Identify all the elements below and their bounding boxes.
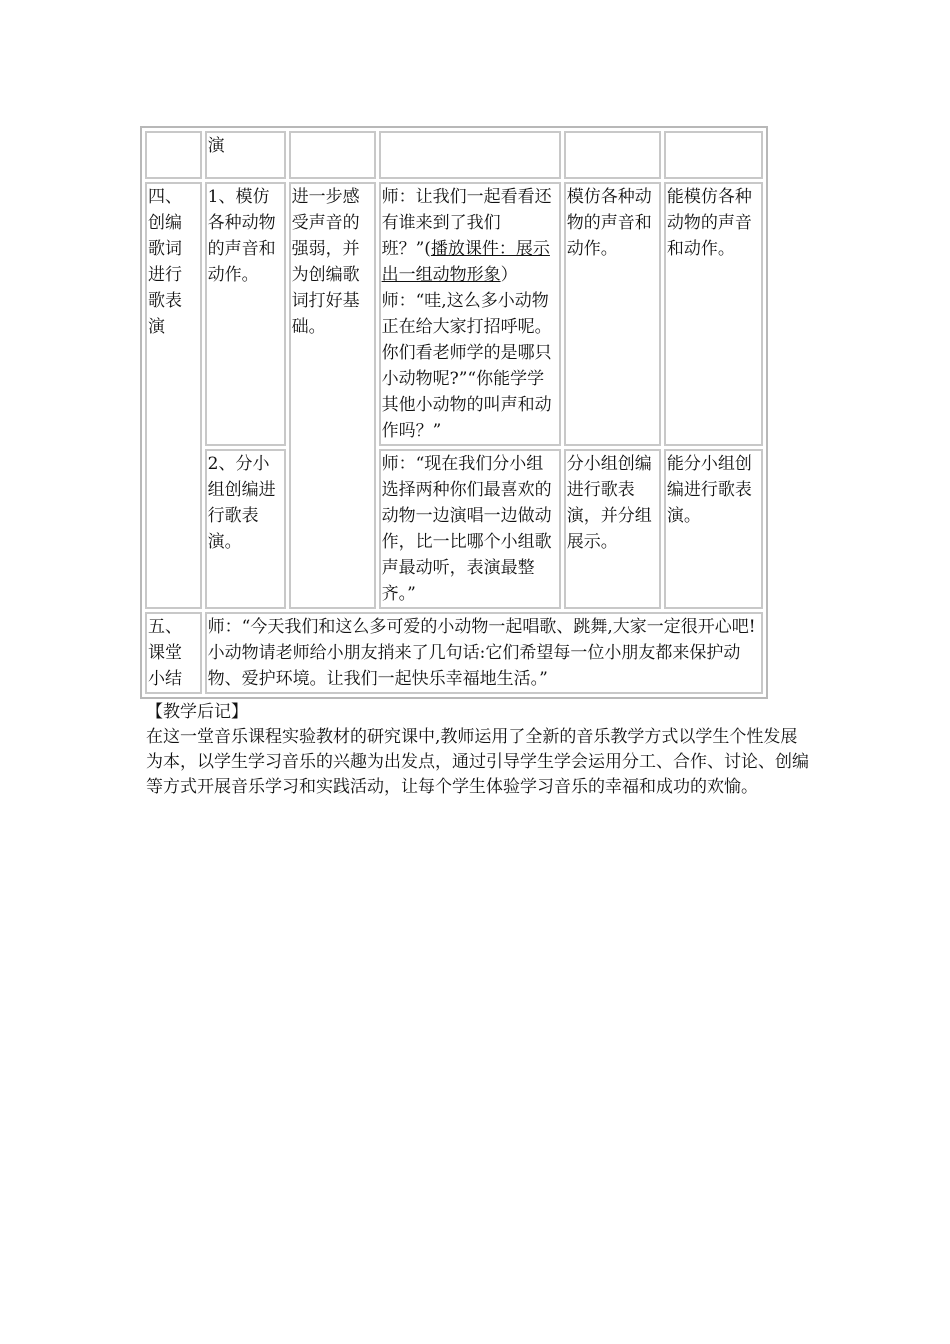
cell-teacher xyxy=(379,182,561,446)
teacher-text: 师：让我们一起看看还有谁来到了我们班？”( xyxy=(381,187,552,259)
cell-student: 模仿各种动物的声音和动作。 xyxy=(564,182,661,446)
table-row xyxy=(145,612,763,694)
cell-outcome xyxy=(664,131,763,179)
courseware-note: 播放课件：展示出一组动物形象 xyxy=(381,239,550,285)
table-row xyxy=(145,182,763,446)
cell-outcome: 能分小组创编进行歌表演。 xyxy=(664,449,763,609)
cell-summary: 师：“今天我们和这么多可爱的小动物一起唱歌、跳舞,大家一定很开心吧!小动物请老师给小朋友捎来了几句话:它们希望每一位小朋友都来保护动物、爱护环境。让我们一起快乐幸福地生活。” xyxy=(205,612,763,694)
table-row xyxy=(145,131,763,179)
afterword-heading: 【教学后记】 xyxy=(146,702,248,722)
cell-stage: 四、创编歌词进行歌表演 xyxy=(145,182,202,609)
teacher-text: ）师：“哇,这么多小动物正在给大家打招呼呢。你们看老师学的是哪只小动物呢?”“你能学学其他小动物的叫声和动作吗？” xyxy=(381,265,552,441)
cell-stage xyxy=(145,131,202,179)
cell-activity: 1、模仿各种动物的声音和动作。 xyxy=(205,182,286,446)
cell-stage: 五、课堂小结 xyxy=(145,612,202,694)
cell-student: 分小组创编进行歌表演，并分组展示。 xyxy=(564,449,661,609)
cell-outcome: 能模仿各种动物的声音和动作。 xyxy=(664,182,763,446)
cell-goal: 进一步感受声音的强弱，并为创编歌词打好基础。 xyxy=(289,182,376,609)
cell-activity: 演 xyxy=(205,131,286,179)
afterword-body: 在这一堂音乐课程实验教材的研究课中,教师运用了全新的音乐教学方式以学生个性发展为本，以学生学习音乐的兴趣为出发点，通过引导学生学会运用分工、合作、讨论、创编等方式开展音乐学习和实践活动，让每个学生体验学习音乐的幸福和成功的欢愉。 xyxy=(146,727,809,797)
lesson-plan-table xyxy=(140,126,768,699)
cell-goal xyxy=(289,131,376,179)
cell-student xyxy=(564,131,661,179)
afterword-section xyxy=(146,700,811,800)
cell-activity: 2、分小组创编进行歌表演。 xyxy=(205,449,286,609)
cell-teacher xyxy=(379,131,561,179)
table-row xyxy=(145,449,763,609)
cell-teacher: 师：“现在我们分小组选择两种你们最喜欢的动物一边演唱一边做动作，比一比哪个小组歌声最动听，表演最整齐。” xyxy=(379,449,561,609)
